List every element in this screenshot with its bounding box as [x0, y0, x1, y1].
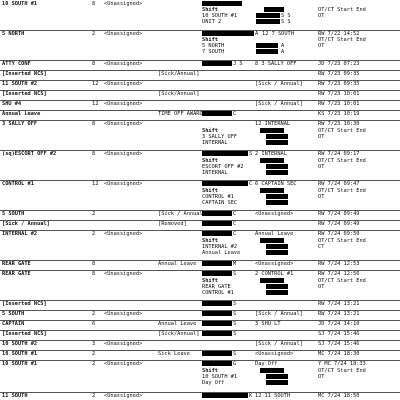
- assignee-value: <Unassigned>: [104, 101, 143, 107]
- subheader-ot: OT: [318, 13, 325, 19]
- position-label: 11 SOUTH #2: [2, 81, 38, 87]
- block-subheader: OT/CT Start End: [318, 278, 366, 284]
- position-label: [Inserted NCS]: [2, 91, 47, 97]
- redaction-bar: [202, 181, 248, 186]
- redaction-bar: [266, 140, 288, 145]
- redaction-bar: [266, 290, 288, 295]
- assignee-value: <Unassigned>: [104, 121, 143, 127]
- timestamp-value: RW 7/22 14:52: [318, 31, 360, 37]
- redaction-bar: [202, 221, 232, 226]
- block-suffix: S S: [281, 19, 291, 25]
- redaction-suffix: S: [249, 151, 253, 157]
- redaction-bar: [202, 1, 242, 6]
- hours-value: 8: [92, 261, 96, 267]
- block-line: CAPTAIN SEC: [202, 200, 238, 206]
- position-label: 10 SOUTH #1: [2, 351, 38, 357]
- hours-value: 2: [92, 231, 96, 237]
- redaction-suffix: S: [233, 301, 237, 307]
- redaction-bar: [202, 331, 232, 336]
- hours-value: 2: [92, 31, 96, 37]
- hours-value: 8: [92, 61, 96, 67]
- redaction-bar: [202, 111, 232, 116]
- timestamp-value: JD 7/24 14:10: [318, 321, 360, 327]
- redaction-bar: [260, 188, 284, 193]
- hours-value: 3: [92, 341, 96, 347]
- hours-value: 12: [92, 181, 99, 187]
- hours-value: 8: [92, 1, 96, 7]
- timestamp-value: RW 7/24 13:21: [318, 301, 360, 307]
- block-line: Shift: [202, 278, 218, 284]
- status-value: 6 CAPTAIN SEC: [255, 181, 297, 187]
- status-value: Day Off: [255, 361, 278, 367]
- block-line: ESCORT OFF #2: [202, 164, 244, 170]
- note-value: [Sick/Annual]: [158, 91, 200, 97]
- subheader-ot: CT: [318, 244, 325, 250]
- timestamp-value: MC 7/24 18:50: [318, 393, 360, 399]
- hours-value: 2: [92, 351, 96, 357]
- redaction-suffix: J S: [233, 61, 243, 67]
- redaction-suffix: S: [233, 351, 237, 357]
- redaction-bar: [202, 151, 248, 156]
- redaction-bar: [260, 368, 284, 373]
- note-value: [Sick/Annual]: [158, 331, 200, 337]
- assignee-value: <Unassigned>: [104, 31, 143, 37]
- assignee-value: <Unassigned>: [104, 61, 143, 67]
- redaction-suffix: G: [233, 361, 237, 367]
- block-subheader: OT/CT Start End: [318, 158, 366, 164]
- hours-value: 8: [92, 271, 96, 277]
- timestamp-value: KS 7/23 10:19: [318, 111, 360, 117]
- redaction-bar: [256, 19, 280, 24]
- status-value: 8 3 SALLY OFF: [255, 61, 297, 67]
- timestamp-value: RW 7/24 12:56: [318, 271, 360, 277]
- redaction-suffix: S: [233, 331, 237, 337]
- note-value: Sick Leave: [158, 351, 190, 357]
- position-label: REAR GATE: [2, 261, 31, 267]
- assignee-value: <Unassigned>: [104, 311, 143, 317]
- note-value: [Sick/Annual]: [158, 71, 200, 77]
- redaction-bar: [256, 43, 278, 48]
- position-label: SHU #4: [2, 101, 22, 107]
- redaction-bar: [202, 271, 232, 276]
- timestamp-value: RW 7/24 09:49: [318, 221, 360, 227]
- status-value: 12 7 SOUTH: [262, 31, 294, 37]
- redaction-bar: [266, 284, 288, 289]
- timestamp-value: SJ 7/24 15:46: [318, 341, 360, 347]
- subheader-ot: OT: [318, 284, 325, 290]
- block-line: 3 SALLY OFF: [202, 134, 238, 140]
- position-label: 3 SALLY OFF: [2, 121, 38, 127]
- subheader-ot: OT: [318, 134, 325, 140]
- redaction-bar: [202, 211, 232, 216]
- block-subheader: OT/CT Start End: [318, 368, 366, 374]
- note-value: Annual Leave: [158, 261, 197, 267]
- hours-value: 12: [92, 81, 99, 87]
- redaction-bar: [202, 261, 232, 266]
- redaction-suffix: S: [233, 311, 237, 317]
- timestamp-value: MC 7/24 18:30: [318, 351, 360, 357]
- note-value: TIME OFF AWARD: [158, 111, 203, 117]
- assignee-value: <Unassigned>: [104, 341, 143, 347]
- timestamp-value: Y MC 7/24 18:33: [318, 361, 366, 367]
- redaction-bar: [260, 278, 284, 283]
- block-subheader: OT/CT Start End: [318, 238, 366, 244]
- position-label: 5 SOUTH: [2, 211, 25, 217]
- position-label: 10 SOUTH #1: [2, 1, 38, 7]
- timestamp-value: RW 7/24 09:49: [318, 211, 360, 217]
- hours-value: 2: [92, 211, 96, 217]
- position-label: [Inserted NCS]: [2, 71, 47, 77]
- block-line: 7 SOUTH: [202, 49, 225, 55]
- block-subheader: OT/CT Start End: [318, 7, 366, 13]
- status-value: 2 INTERNAL: [255, 151, 287, 157]
- block-line: Annual Leave: [202, 250, 241, 256]
- timestamp-value: RW 7/23 09:35: [318, 81, 360, 87]
- redaction-bar: [266, 380, 288, 385]
- redaction-bar: [266, 244, 288, 249]
- redaction-bar: [266, 134, 288, 139]
- timestamp-value: RW 7/24 09:17: [318, 151, 360, 157]
- redaction-bar: [266, 200, 288, 205]
- redaction-bar: [202, 61, 232, 66]
- redaction-bar: [266, 164, 288, 169]
- redaction-bar: [202, 393, 248, 398]
- redaction-bar: [256, 13, 280, 18]
- status-value: <Unassigned>: [255, 211, 294, 217]
- position-label: INTERNAL #2: [2, 231, 38, 237]
- position-label: Annual Leave: [2, 111, 41, 117]
- block-subheader: OT/CT Start End: [318, 128, 366, 134]
- subheader-ot: OT: [318, 43, 325, 49]
- redaction-bar: [256, 49, 278, 54]
- note-value: [Sick / Annual]: [158, 211, 206, 217]
- block-line: Shift: [202, 158, 218, 164]
- subheader-ot: OT: [318, 164, 325, 170]
- redaction-bar: [266, 250, 288, 255]
- status-value: <Unassigned>: [255, 351, 294, 357]
- redaction-suffix: C: [233, 221, 237, 227]
- block-line: REAR GATE: [202, 284, 231, 290]
- block-suffix: A: [281, 43, 285, 49]
- status-value: <Unassigned>: [255, 261, 294, 267]
- redaction-bar: [202, 351, 232, 356]
- redaction-bar: [266, 194, 288, 199]
- block-line: 10 SOUTH #1: [202, 13, 238, 19]
- assignee-value: <Unassigned>: [104, 361, 143, 367]
- redaction-bar: [202, 361, 232, 366]
- redaction-suffix: C: [249, 181, 253, 187]
- block-subheader: OT/CT Start End: [318, 37, 366, 43]
- redaction-suffix: M: [233, 261, 237, 267]
- block-line: Shift: [202, 37, 218, 43]
- timestamp-value: RW 7/23 09:35: [318, 71, 360, 77]
- block-line: Shift: [202, 188, 218, 194]
- redaction-suffix: C: [233, 111, 237, 117]
- assignee-value: <Unassigned>: [104, 1, 143, 7]
- redaction-bar: [264, 7, 284, 12]
- block-line: Shift: [202, 7, 218, 13]
- timestamp-value: RW 7/24 13:21: [318, 311, 360, 317]
- status-value: [Sick / Annual]: [255, 81, 303, 87]
- position-label: CONTROL #1: [2, 181, 34, 187]
- hours-value: 8: [92, 151, 96, 157]
- block-suffix: A: [281, 49, 285, 55]
- block-line: Day Off: [202, 380, 225, 386]
- status-value: [Sick / Annual]: [255, 101, 303, 107]
- hours-value: 12: [92, 101, 99, 107]
- position-label: 11 SOUTH: [2, 393, 28, 399]
- assignee-value: <Unassigned>: [104, 231, 143, 237]
- timestamp-value: RW 7/24 09:47: [318, 181, 360, 187]
- block-line: 10 SOUTH #1: [202, 374, 238, 380]
- status-value: 12 11 SOUTH: [255, 393, 291, 399]
- redaction-bar: [266, 170, 288, 175]
- timestamp-value: JD 7/23 07:23: [318, 61, 360, 67]
- timestamp-value: SJ 7/24 15:46: [318, 331, 360, 337]
- assignee-value: <Unassigned>: [104, 81, 143, 87]
- status-value: [Sick / Annual]: [255, 311, 303, 317]
- block-line: INTERNAL #2: [202, 244, 238, 250]
- redaction-bar: [260, 158, 284, 163]
- redaction-suffix: C: [233, 231, 237, 237]
- timestamp-value: RW 7/24 09:50: [318, 231, 360, 237]
- redaction-bar: [260, 238, 284, 243]
- redaction-suffix: S: [233, 321, 237, 327]
- block-line: Shift: [202, 128, 218, 134]
- position-label: [Sick / Annual]: [2, 221, 50, 227]
- position-label: (sq)ESCORT OFF #2: [2, 151, 57, 157]
- block-line: UNIT 2: [202, 19, 222, 25]
- status-value: [Sick / Annual]: [255, 341, 303, 347]
- block-line: Shift: [202, 368, 218, 374]
- redaction-suffix: S: [233, 271, 237, 277]
- timestamp-value: RW 7/24 12:53: [318, 261, 360, 267]
- hours-value: 2: [92, 393, 96, 399]
- timestamp-value: RW 7/23 10:30: [318, 121, 360, 127]
- position-label: 10 SOUTH #1: [2, 361, 38, 367]
- redaction-bar: [202, 321, 232, 326]
- block-line: 5 NORTH: [202, 43, 225, 49]
- block-line: CONTROL #1: [202, 194, 234, 200]
- position-label: CAPTAIN: [2, 321, 25, 327]
- hours-value: 2: [92, 311, 96, 317]
- note-value: Annual Leave: [158, 321, 197, 327]
- position-label: 5 NORTH: [2, 31, 25, 37]
- redaction-bar: [202, 311, 232, 316]
- redaction-suffix: K: [249, 393, 253, 399]
- redaction-bar: [202, 301, 232, 306]
- position-label: ATTY CONF: [2, 61, 31, 67]
- redaction-bar: [202, 31, 254, 36]
- redaction-bar: [202, 231, 232, 236]
- redaction-suffix: A: [255, 31, 259, 37]
- assignee-value: <Unassigned>: [104, 271, 143, 277]
- status-value: 3 SHU LT: [255, 321, 281, 327]
- hours-value: 2: [92, 361, 96, 367]
- block-line: CONTROL #1: [202, 290, 234, 296]
- status-value: 12 INTERNAL: [255, 121, 291, 127]
- subheader-ot: OT: [318, 374, 325, 380]
- block-suffix: S S: [281, 13, 291, 19]
- block-subheader: OT/CT Start End: [318, 188, 366, 194]
- block-line: Shift: [202, 238, 218, 244]
- note-value: [Removed]: [158, 221, 187, 227]
- assignee-value: <Unassigned>: [104, 151, 143, 157]
- position-label: REAR GATE: [2, 271, 31, 277]
- block-line: INTERNAL: [202, 140, 228, 146]
- position-label: 10 SOUTH #2: [2, 341, 38, 347]
- hours-value: 6: [92, 321, 96, 327]
- redaction-bar: [266, 374, 288, 379]
- status-value: Annual Leave: [255, 231, 294, 237]
- position-label: [Inserted NCS]: [2, 331, 47, 337]
- position-label: [Inserted NCS]: [2, 301, 47, 307]
- status-value: 2 CONTROL #1: [255, 271, 294, 277]
- hours-value: 8: [92, 121, 96, 127]
- redaction-suffix: C: [233, 211, 237, 217]
- timestamp-value: RW 7/23 10:01: [318, 91, 360, 97]
- position-label: 5 SOUTH: [2, 311, 25, 317]
- assignee-value: <Unassigned>: [104, 181, 143, 187]
- redaction-bar: [260, 128, 284, 133]
- subheader-ot: OT: [318, 194, 325, 200]
- assignee-value: <Unassigned>: [104, 393, 143, 399]
- timestamp-value: RW 7/23 10:01: [318, 101, 360, 107]
- block-line: INTERNAL: [202, 170, 228, 176]
